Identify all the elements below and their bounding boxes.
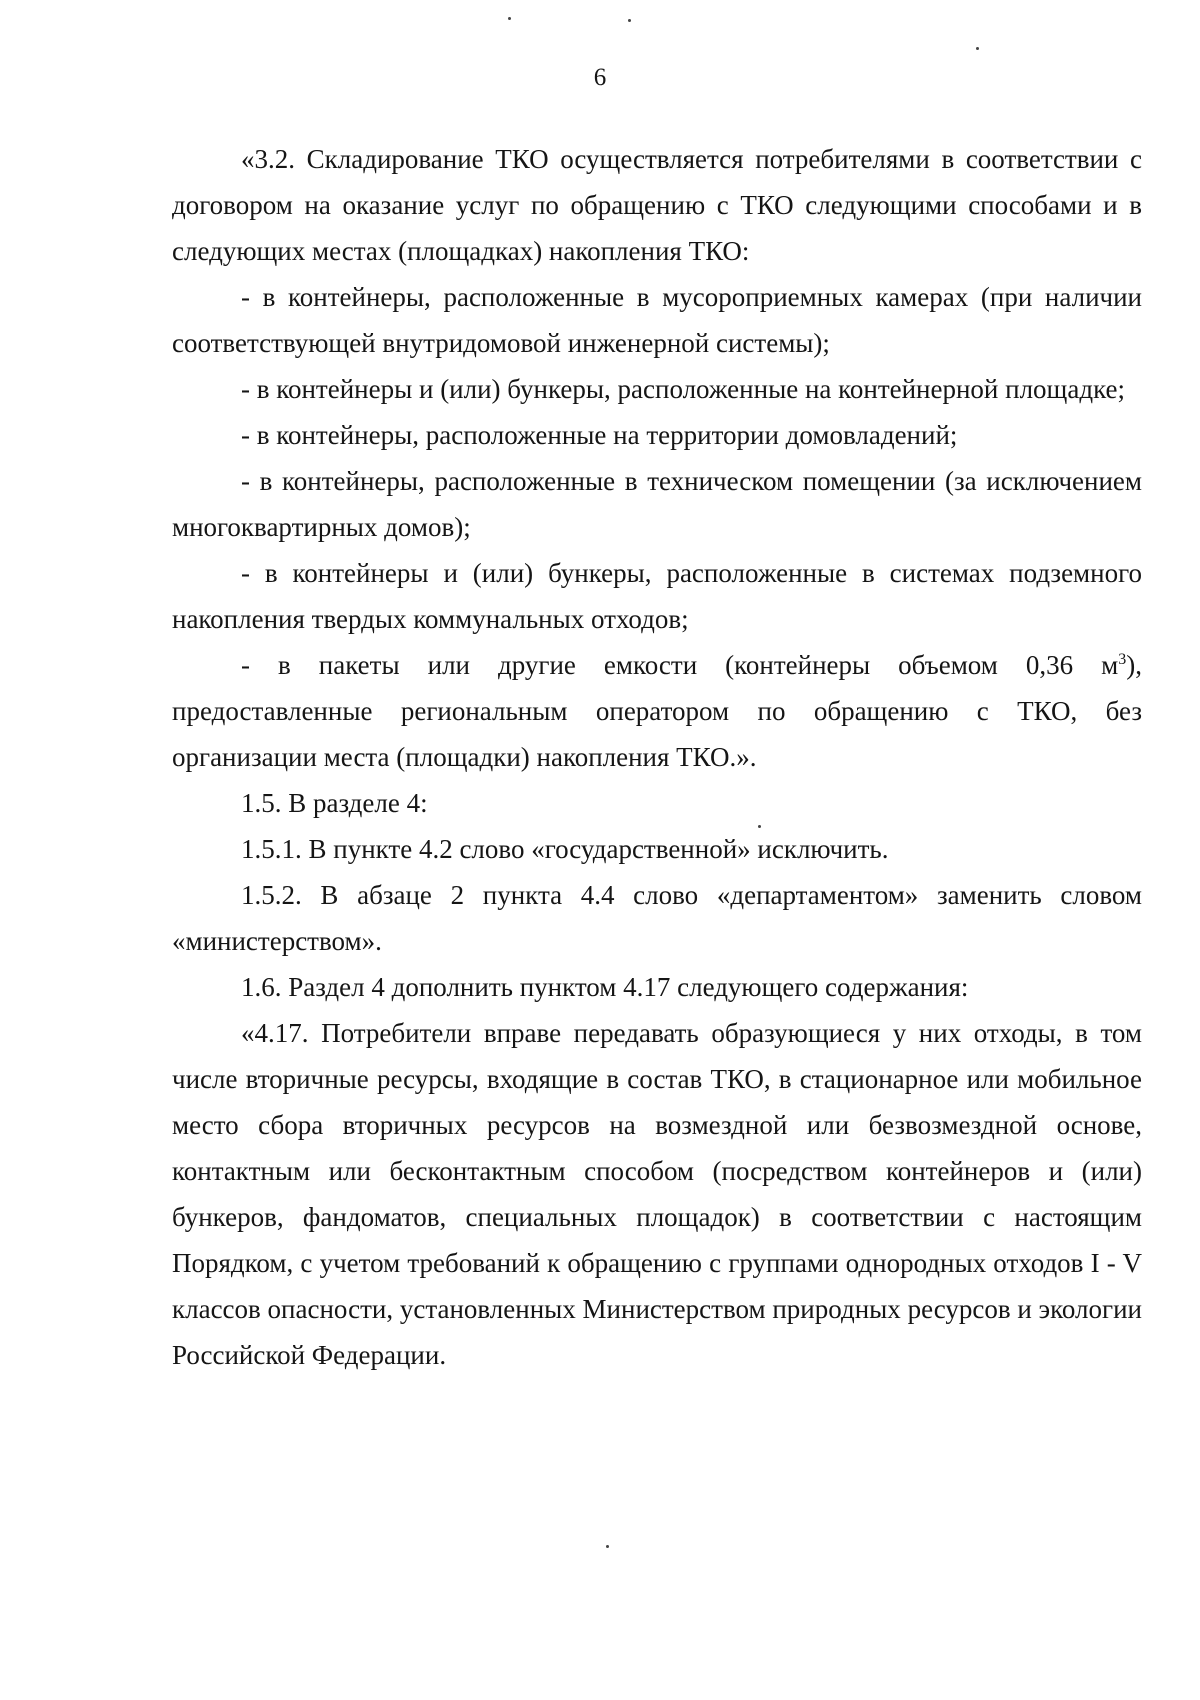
list-item-underground-systems: - в контейнеры и (или) бункеры, расположенные в системах подземного накопления твердых коммунальных отходов; [172, 558, 1142, 634]
scan-speck [758, 825, 761, 828]
list-item-household-territory: - в контейнеры, расположенные на территории домовладений; [241, 420, 958, 450]
paragraph-1-5-1: 1.5.1. В пункте 4.2 слово «государственной» исключить. [241, 834, 889, 864]
scan-speck [606, 1545, 609, 1548]
list-item-container-site: - в контейнеры и (или) бункеры, расположенные на контейнерной площадке; [241, 374, 1125, 404]
packets-text-end: ), предоставленные региональным оператором по обращению с ТКО, без организации места (площадки) накопления ТКО.». [172, 650, 1142, 772]
list-item-chute-chambers: - в контейнеры, расположенные в мусороприемных камерах (при наличии соответствующей внутридомовой инженерной системы); [172, 282, 1142, 358]
scan-speck [508, 17, 511, 20]
list-item-packets [172, 642, 1142, 780]
paragraph-1-6: 1.6. Раздел 4 дополнить пунктом 4.17 следующего содержания: [241, 972, 969, 1002]
page-number: 6 [593, 64, 607, 91]
paragraph-4-17: «4.17. Потребители вправе передавать образующиеся у них отходы, в том числе вторичные ресурсы, входящие в состав ТКО, в стационарное или мобильное место сбора вторичных ресурсов на возмездной или безвозмездной основе, контактным или бесконтактным способом (посредством контейнеров и (или) бункеров, фандоматов, специальных площадок) в соответствии с настоящим Порядком, с учетом требований к обращению с группами однородных отходов I - V классов опасности, установленных Министерством природных ресурсов и экологии Российской Федерации. [172, 1018, 1142, 1370]
scan-speck [976, 47, 979, 50]
packets-unit-superscript: 3 [1118, 651, 1127, 668]
packets-text-start: - в пакеты или другие емкости (контейнеры объемом 0,36 м [241, 650, 1119, 680]
list-item-technical-room: - в контейнеры, расположенные в техническом помещении (за исключением многоквартирных домов); [172, 466, 1142, 542]
paragraph-1-5: 1.5. В разделе 4: [241, 788, 428, 818]
scan-speck [628, 19, 631, 22]
paragraph-1-5-2: 1.5.2. В абзаце 2 пункта 4.4 слово «департаментом» заменить словом «министерством». [172, 880, 1142, 956]
paragraph-3-2-intro: «3.2. Складирование ТКО осуществляется потребителями в соответствии с договором на оказание услуг по обращению с ТКО следующими способами и в следующих местах (площадках) накопления ТКО: [172, 144, 1142, 266]
document-body [172, 136, 1142, 1378]
